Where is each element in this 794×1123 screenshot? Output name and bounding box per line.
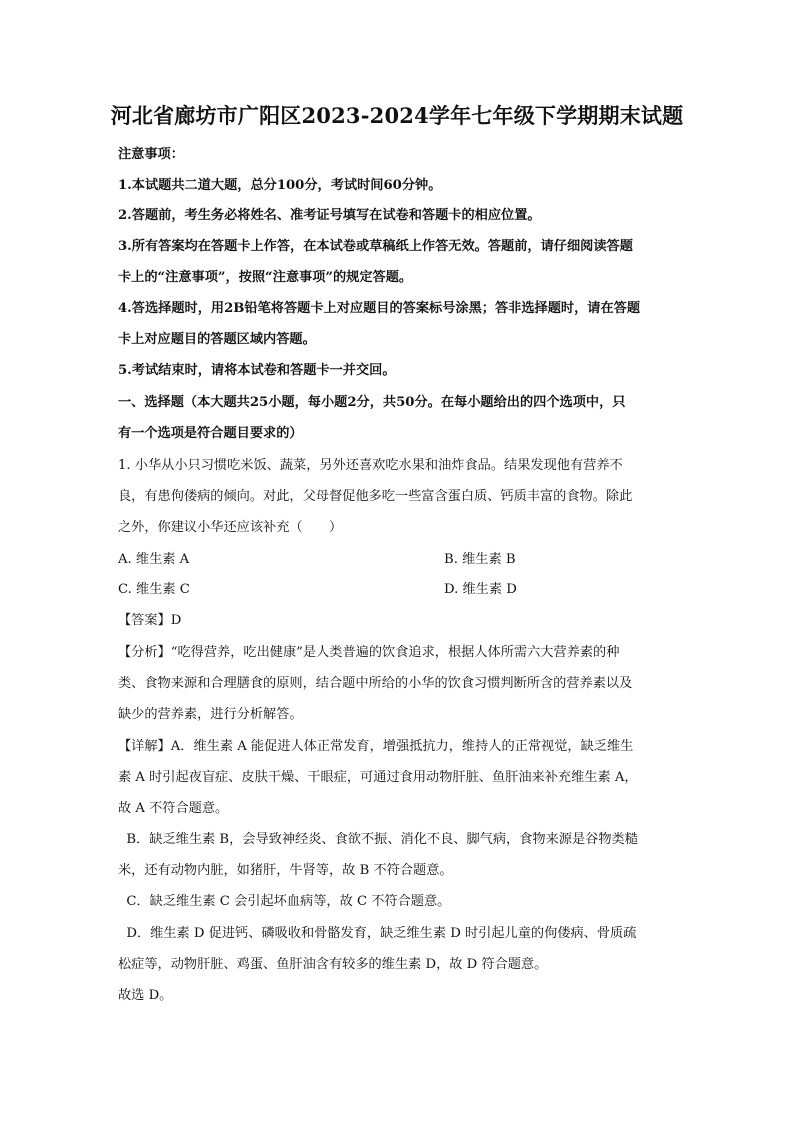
option-a: A. 维生素 A: [118, 552, 190, 567]
analysis-line: 类、食物来源和合理膳食的原则，结合题中所给的小华的饮食习惯判断所含的营养素以及: [118, 676, 633, 691]
detail-line: 故 A 不符合题意。: [118, 801, 229, 816]
detail-line: 【详解】A．维生素 A 能促进人体正常发育，增强抵抗力，维持人的正常视觉，缺乏维生: [118, 739, 634, 754]
detail-line: D．维生素 D 促进钙、磷吸收和骨骼发育，缺乏维生素 D 时引起儿童的佝偻病、骨质疏: [118, 926, 637, 941]
notice-item: 2.答题前，考生务必将姓名、准考证号填写在试卷和答题卡的相应位置。: [118, 208, 541, 223]
notice-item: 1.本试题共二道大题，总分100分，考试时间60分钟。: [118, 178, 442, 193]
notice-heading: 注意事项：: [118, 147, 184, 162]
detail-line: B．缺乏维生素 B，会导致神经炎、食欲不振、消化不良、脚气病，食物来源是谷物类糙: [118, 832, 638, 847]
detail-line: C．缺乏维生素 C 会引起坏血病等，故 C 不符合题意。: [118, 894, 451, 909]
detail-line: 松症等，动物肝脏、鸡蛋、鱼肝油含有较多的维生素 D，故 D 符合题意。: [118, 957, 548, 972]
analysis-line: 【分析】“吃得营养，吃出健康”是人类普遍的饮食追求，根据人体所需六大营养素的种: [118, 645, 620, 660]
option-d: D. 维生素 D: [444, 582, 517, 597]
detail-line: 米，还有动物内脏，如猪肝，牛肾等，故 B 不符合题意。: [118, 863, 453, 878]
page-title: 河北省廊坊市广阳区2023-2024学年七年级下学期期末试题: [110, 103, 684, 128]
option-c: C. 维生素 C: [118, 582, 190, 597]
answer-line: 【答案】D: [118, 613, 182, 628]
notice-item: 3.所有答案均在答题卡上作答，在本试卷或草稿纸上作答无效。答题前，请仔细阅读答题: [118, 239, 633, 254]
notice-item: 4.答选择题时，用2B铅笔将答题卡上对应题目的答案标号涂黑；答非选择题时，请在答题: [118, 301, 641, 316]
question-stem: 1. 小华从小只习惯吃米饭、蔬菜，另外还喜欢吃水果和油炸食品。结果发现他有营养不: [118, 458, 623, 473]
question-stem: 之外，你建议小华还应该补充（ ）: [118, 520, 343, 535]
section-heading-cont: 有一个选项是符合题目要求的）: [118, 426, 303, 441]
section-heading: 一、选择题（本大题共25小题，每小题2分，共50分。在每小题给出的四个选项中，只: [118, 395, 626, 410]
question-stem: 良，有患佝偻病的倾向。对此，父母督促他多吃一些富含蛋白质、钙质丰富的食物。除此: [118, 489, 633, 504]
notice-item: 卡上的“注意事项”，按照“注意事项”的规定答题。: [118, 270, 413, 285]
detail-line: 素 A 时引起夜盲症、皮肤干燥、干眼症，可通过食用动物肝脏、鱼肝油来补充维生素 A，: [118, 770, 638, 785]
analysis-line: 缺少的营养素，进行分析解答。: [118, 707, 303, 722]
option-b: B. 维生素 B: [444, 552, 516, 567]
detail-line: 故选 D。: [118, 988, 173, 1003]
notice-item: 5.考试结束时，请将本试卷和答题卡一并交回。: [118, 363, 396, 378]
notice-item: 卡上对应题目的答题区域内答题。: [118, 332, 316, 347]
